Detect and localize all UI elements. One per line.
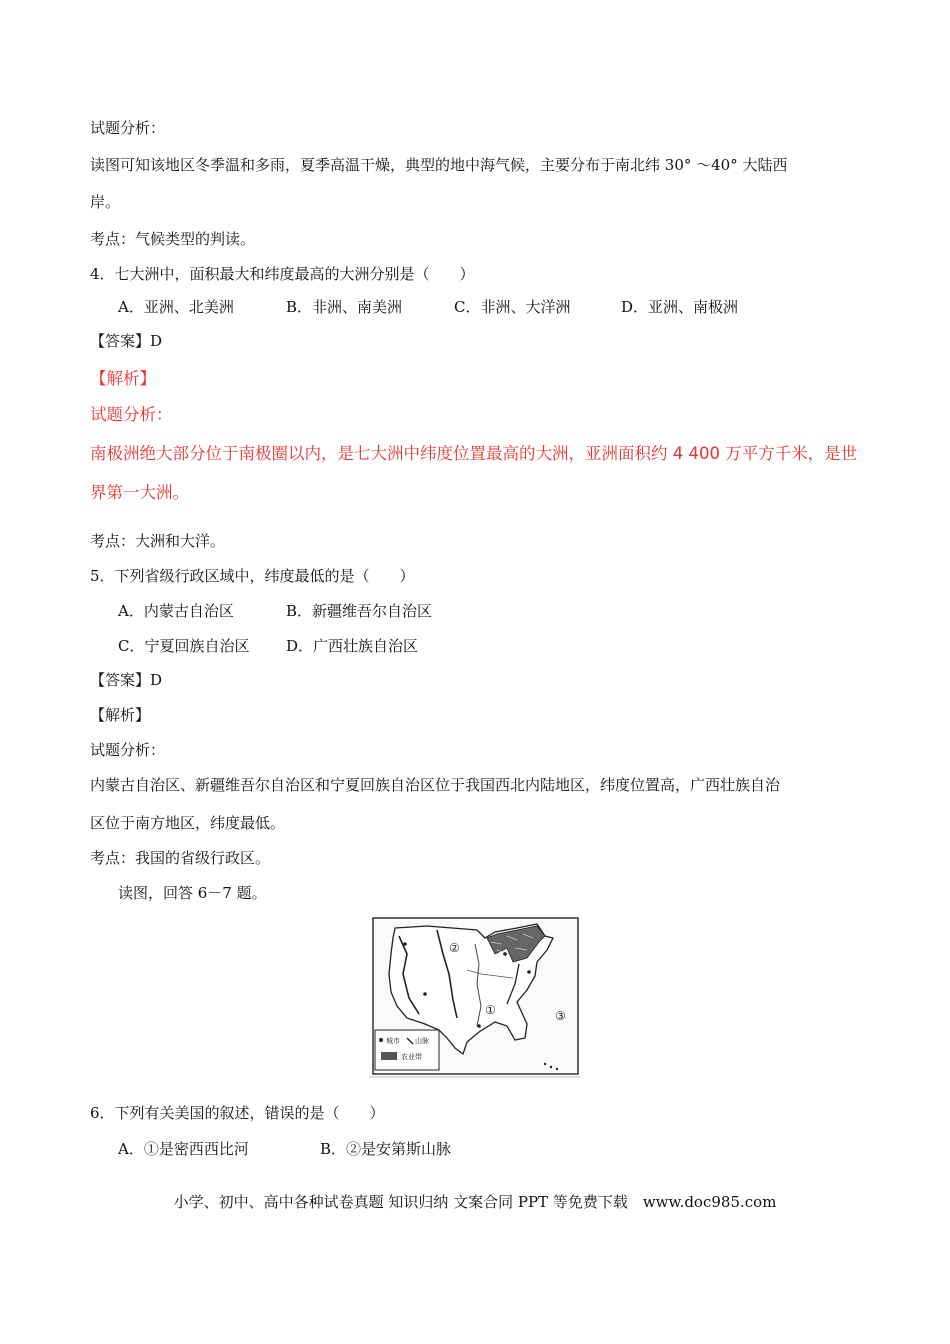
map-marker-2: ② <box>449 941 460 955</box>
q6-option-a: A．①是密西西比河 <box>118 1140 249 1158</box>
q4-question: 4．七大洲中，面积最大和纬度最高的大洲分别是（ ） <box>90 265 475 283</box>
q6-question: 6．下列有关美国的叙述，错误的是（ ） <box>90 1104 385 1122</box>
q3-analysis-line2: 岸。 <box>90 193 121 211</box>
q5-question: 5．下列省级行政区域中，纬度最低的是（ ） <box>90 567 415 585</box>
q3-analysis-line1: 读图可知该地区冬季温和多雨，夏季高温干燥，典型的地中海气候，主要分布于南北纬 30° ～40° 大陆西 <box>90 156 788 174</box>
q4-analysis-label: 试题分析： <box>90 405 173 424</box>
q5-option-b: B．新疆维吾尔自治区 <box>286 602 433 620</box>
q4-point: 考点：大洲和大洋。 <box>90 532 226 550</box>
map-marker-3: ③ <box>555 1009 566 1023</box>
legend-city-label: 城市 <box>386 1037 400 1045</box>
q4-explain-label: 【解析】 <box>90 369 156 388</box>
page-footer: 小学、初中、高中各种试卷真题 知识归纳 文案合同 PPT 等免费下载 www.doc985.com <box>173 1193 777 1211</box>
legend-mountain-label: 山脉 <box>415 1037 429 1045</box>
q6-option-b: B．②是安第斯山脉 <box>320 1140 452 1158</box>
q4-option-a: A．亚洲、北美洲 <box>118 298 234 316</box>
q4-analysis-line2: 界第一大洲。 <box>90 483 189 502</box>
intro-6-7: 读图，回答 6－7 题。 <box>118 884 267 902</box>
usa-map-figure <box>367 914 582 1080</box>
q4-answer: 【答案】D <box>90 332 163 350</box>
q5-answer: 【答案】D <box>90 671 163 689</box>
q5-analysis-line1: 内蒙古自治区、新疆维吾尔自治区和宁夏回族自治区位于我国西北内陆地区，纬度位置高，广西壮族自治 <box>90 776 781 794</box>
q5-analysis-label: 试题分析： <box>90 741 166 759</box>
q4-analysis-line1: 南极洲绝大部分位于南极圈以内，是七大洲中纬度位置最高的大洲，亚洲面积约 4 400 万平方千米，是世 <box>90 444 858 463</box>
q5-option-a: A．内蒙古自治区 <box>118 602 234 620</box>
q5-option-c: C．宁夏回族自治区 <box>118 637 250 655</box>
q5-option-d: D．广西壮族自治区 <box>286 637 419 655</box>
legend-belt-label: 农业带 <box>401 1053 422 1061</box>
q5-point: 考点：我国的省级行政区。 <box>90 849 271 867</box>
q5-explain-label: 【解析】 <box>90 706 151 724</box>
q3-analysis-label: 试题分析： <box>90 119 166 137</box>
q4-option-d: D．亚洲、南极洲 <box>621 298 739 316</box>
q4-option-b: B．非洲、南美洲 <box>286 298 403 316</box>
q5-analysis-line2: 区位于南方地区，纬度最低。 <box>90 814 286 832</box>
q4-option-c: C．非洲、大洋洲 <box>454 298 571 316</box>
map-legend-box <box>375 1030 439 1070</box>
map-marker-1: ① <box>485 1003 496 1017</box>
q3-point: 考点：气候类型的判读。 <box>90 230 256 248</box>
